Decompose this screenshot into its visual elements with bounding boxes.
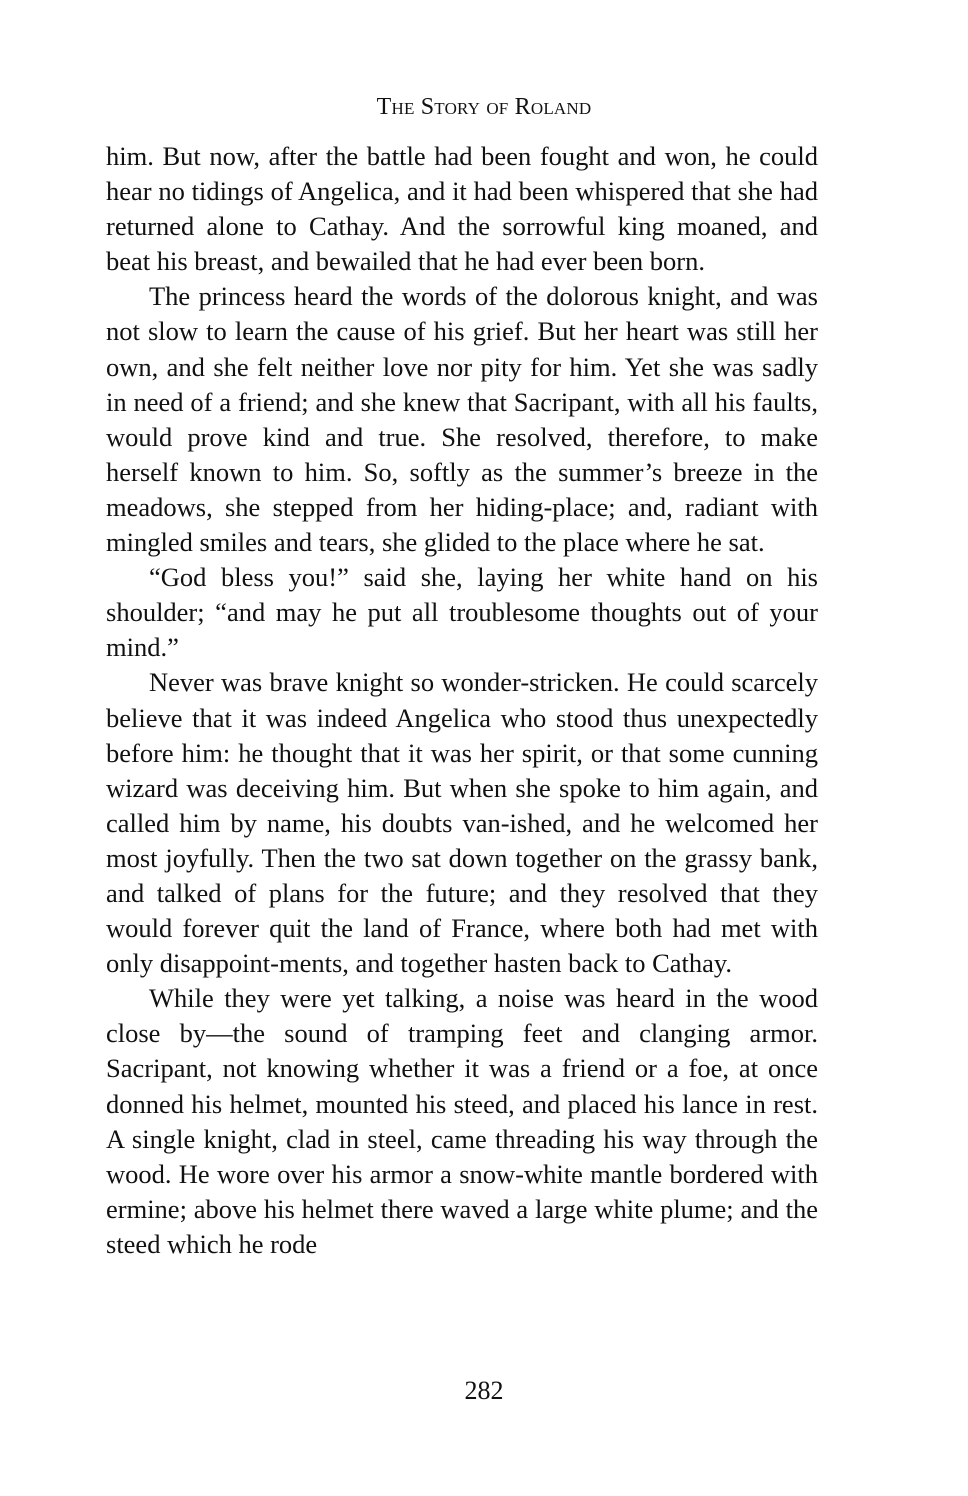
body-text: [106, 139, 818, 1262]
paragraph: The princess heard the words of the dolorous knight, and was not slow to learn the cause of his grief. But her heart was still her own, and she felt neither love nor pity for him. Yet she was sadly in need of a friend; and she knew that Sacripant, with all his faults, would prove kind and true. She resolved, therefore, to make herself known to him. So, softly as the summer’s breeze in the meadows, she stepped from her hiding-place; and, radiant with mingled smiles and tears, she glided to the place where he sat.: [106, 281, 818, 558]
page-number: 282: [464, 1376, 504, 1405]
paragraph: “God bless you!” said she, laying her white hand on his shoulder; “and may he put all troublesome thoughts out of your mind.”: [106, 562, 818, 663]
paragraph-continued: him. But now, after the battle had been fought and won, he could hear no tidings of Angelica, and it had been whispered that she had returned alone to Cathay. And the sorrowful king moaned, and beat his breast, and bewailed that he had ever been born.: [106, 141, 818, 277]
paragraph: While they were yet talking, a noise was heard in the wood close by—the sound of tramping feet and clanging armor. Sacripant, not knowing whether it was a friend or a foe, at once donned his helmet, mounted his steed, and placed his lance in rest. A single knight, clad in steel, came threading his way through the wood. He wore over his armor a snow-white mantle bordered with ermine; above his helmet there waved a large white plume; and the steed which he rode: [106, 983, 818, 1259]
paragraph: Never was brave knight so wonder-stricken. He could scarcely believe that it was indeed Angelica who stood thus unexpectedly before him: he thought that it was her spirit, or that some cunning wizard was deceiving him. But when she spoke to him again, and called him by name, his doubts van-ished, and he welcomed her most joyfully. Then the two sat down together on the grassy bank, and talked of plans for the future; and they resolved that they would forever quit the land of France, where both had met with only disappoint-ments, and together hasten back to Cathay.: [106, 667, 818, 979]
running-head: The Story of Roland: [376, 94, 592, 120]
